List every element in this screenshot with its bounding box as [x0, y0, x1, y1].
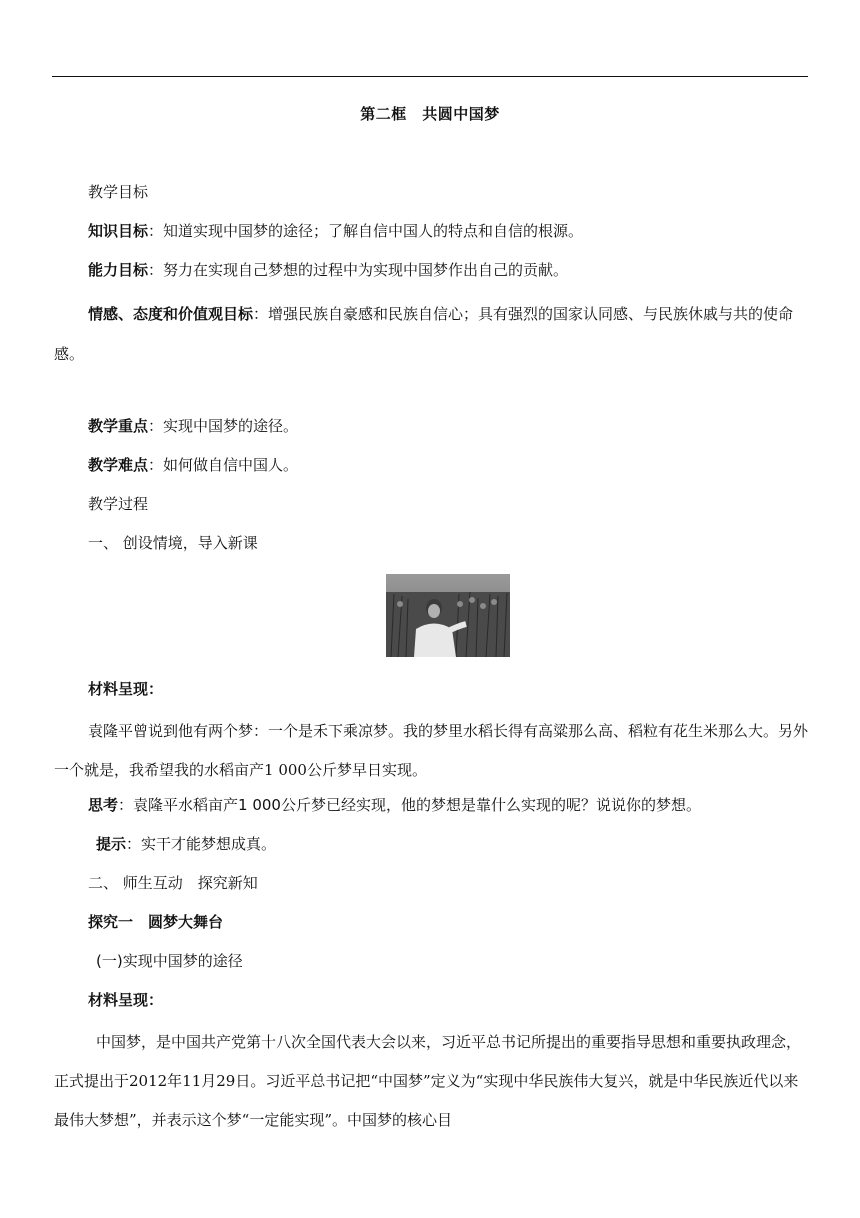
teaching-difficulty — [54, 450, 808, 480]
focus-text: ：实现中国梦的途径。 — [148, 417, 299, 435]
think-text: ：袁隆平水稻亩产1 000公斤梦已经实现，他的梦想是靠什么实现的呢？说说你的梦想。 — [118, 796, 701, 814]
ability-text: ：努力在实现自己梦想的过程中为实现中国梦作出自己的贡献。 — [148, 261, 569, 279]
explore-one-heading: 探究一 圆梦大舞台 — [88, 913, 224, 931]
think-label: 思考 — [88, 796, 119, 814]
objectives-heading: 教学目标 — [88, 183, 149, 201]
material-one-label: 材料呈现： — [88, 680, 164, 698]
knowledge-text: ：知道实现中国梦的途径；了解自信中国人的特点和自信的根源。 — [148, 222, 584, 240]
focus-label: 教学重点 — [88, 417, 149, 435]
rice-field-photo — [386, 574, 510, 657]
material-one-text: 袁隆平曾说到他有两个梦：一个是禾下乘凉梦。我的梦里水稻长得有高粱那么高、稻粒有花生米那么大。另外一个就是，我希望我的水稻亩产1 000公斤梦早日实现。 — [54, 722, 809, 779]
teaching-focus — [54, 411, 808, 441]
ability-label: 能力目标 — [88, 261, 149, 279]
think-question — [54, 790, 808, 820]
material-two-label: 材料呈现： — [88, 991, 164, 1009]
step-two-heading: 二、 师生互动 探究新知 — [88, 874, 258, 892]
page-title: 第二框 共圆中国梦 — [360, 105, 500, 123]
emotion-text: ：增强民族自豪感和民族自信心；具有强烈的国家认同感、与民族休戚与共的使命感。 — [54, 305, 794, 363]
difficulty-text: ：如何做自信中国人。 — [148, 456, 299, 474]
knowledge-objective — [54, 216, 808, 246]
process-heading: 教学过程 — [88, 495, 149, 513]
hint — [54, 829, 808, 859]
emotion-objective — [54, 294, 808, 374]
ability-objective — [54, 255, 808, 285]
hint-text: ：实干才能梦想成真。 — [126, 835, 277, 853]
hint-label: 提示 — [96, 835, 127, 853]
difficulty-label: 教学难点 — [88, 456, 149, 474]
header-rule — [52, 76, 808, 77]
emotion-label: 情感、态度和价值观目标 — [88, 305, 254, 323]
sub-heading-paths: (一)实现中国梦的途径 — [96, 952, 243, 970]
material-two-text: 中国梦，是中国共产党第十八次全国代表大会以来，习近平总书记所提出的重要指导思想和重要执政理念，正式提出于2012年11月29日。习近平总书记把“中国梦”定义为“实现中华民族伟大复兴，就是中华民族近代以来最伟大梦想”，并表示这个梦“一定能实现”。中国梦的核心目 — [54, 1033, 802, 1129]
step-one-heading: 一、 创设情境，导入新课 — [88, 534, 258, 552]
knowledge-label: 知识目标 — [88, 222, 149, 240]
